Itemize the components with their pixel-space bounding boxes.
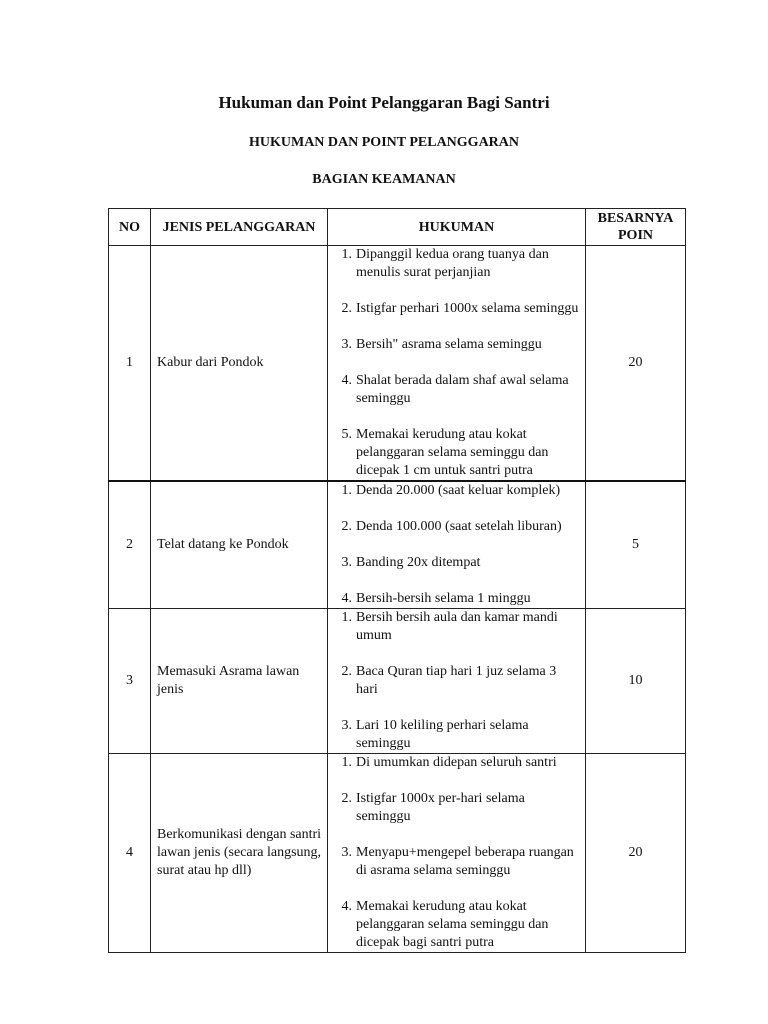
document-title: Hukuman dan Point Pelanggaran Bagi Santri xyxy=(218,93,550,112)
punishment-item xyxy=(328,336,585,354)
punishment-item-text: Istigfar perhari 1000x selama seminggu xyxy=(356,301,579,316)
punishment-item-number: 3. xyxy=(341,337,352,352)
punishment-item-text: Di umumkan didepan seluruh santri xyxy=(356,755,557,770)
punishment-item-text: Shalat berada dalam shaf awal selama seminggu xyxy=(356,373,569,406)
punishment-item xyxy=(328,717,585,753)
violation-points: 5 xyxy=(586,481,686,609)
violation-points: 20 xyxy=(586,246,686,482)
section-subtitle: BAGIAN KEAMANAN xyxy=(312,172,456,187)
punishment-item-text: Baca Quran tiap hari 1 juz selama 3 hari xyxy=(356,664,557,697)
punishment-item-number: 3. xyxy=(341,718,352,733)
punishment-item-text: Bersih" asrama selama seminggu xyxy=(356,337,542,352)
punishment-item-text: Istigfar 1000x per-hari selama seminggu xyxy=(356,791,525,824)
punishment-item-text: Memakai kerudung atau kokat pelanggaran selama seminggu dan dicepak 1 cm untuk santri putra xyxy=(356,427,549,478)
punishment-item xyxy=(328,590,585,608)
punishment-item-text: Banding 20x ditempat xyxy=(356,555,481,570)
punishment-item xyxy=(328,663,585,699)
violation-type: Telat datang ke Pondok xyxy=(151,481,328,609)
punishment-list xyxy=(328,754,586,953)
punishment-item-text: Denda 20.000 (saat keluar komplek) xyxy=(356,483,561,498)
row-number: 1 xyxy=(109,246,151,482)
punishment-item xyxy=(328,300,585,318)
punishment-item-number: 1. xyxy=(341,610,352,625)
violation-type: Berkomunikasi dengan santri lawan jenis (secara langsung, surat atau hp dll) xyxy=(151,754,328,953)
violation-points: 20 xyxy=(586,754,686,953)
row-number: 2 xyxy=(109,481,151,609)
row-number: 3 xyxy=(109,609,151,754)
punishment-list xyxy=(328,481,586,609)
punishment-item-text: Menyapu+mengepel beberapa ruangan di asrama selama seminggu xyxy=(356,845,574,878)
violation-type: Kabur dari Pondok xyxy=(151,246,328,482)
punishment-item-number: 5. xyxy=(341,427,352,442)
punishment-item-number: 2. xyxy=(341,791,352,806)
violation-table xyxy=(108,208,686,953)
table-row xyxy=(109,246,686,482)
punishment-item-text: Denda 100.000 (saat setelah liburan) xyxy=(356,519,562,534)
punishment-item-text: Dipanggil kedua orang tuanya dan menulis surat perjanjian xyxy=(356,247,549,280)
header-no: NO xyxy=(109,209,151,246)
punishment-item-number: 4. xyxy=(341,591,352,606)
header-hukuman: HUKUMAN xyxy=(328,209,586,246)
punishment-item-text: Bersih-bersih selama 1 minggu xyxy=(356,591,531,606)
table-row xyxy=(109,754,686,953)
punishment-item xyxy=(328,372,585,408)
punishment-item xyxy=(328,844,585,880)
row-number: 4 xyxy=(109,754,151,953)
punishment-list xyxy=(328,246,586,482)
header-poin: BESARNYA POIN xyxy=(586,209,686,246)
table-row xyxy=(109,481,686,609)
punishment-item-number: 2. xyxy=(341,664,352,679)
document-subtitle: HUKUMAN DAN POINT PELANGGARAN xyxy=(248,135,520,150)
header-jenis: JENIS PELANGGARAN xyxy=(151,209,328,246)
punishment-list xyxy=(328,609,586,754)
punishment-item xyxy=(328,754,585,772)
punishment-item-number: 4. xyxy=(341,899,352,914)
punishment-item-number: 1. xyxy=(341,247,352,262)
punishment-item-number: 3. xyxy=(341,845,352,860)
table-body xyxy=(109,246,686,953)
violation-type: Memasuki Asrama lawan jenis xyxy=(151,609,328,754)
punishment-item xyxy=(328,554,585,572)
punishment-item-text: Bersih bersih aula dan kamar mandi umum xyxy=(356,610,558,643)
punishment-item xyxy=(328,246,585,282)
punishment-item xyxy=(328,898,585,952)
punishment-item xyxy=(328,609,585,645)
punishment-item-number: 3. xyxy=(341,555,352,570)
violation-points: 10 xyxy=(586,609,686,754)
punishment-item xyxy=(328,482,585,500)
punishment-item-number: 4. xyxy=(341,373,352,388)
punishment-item xyxy=(328,518,585,536)
punishment-item xyxy=(328,790,585,826)
punishment-item-number: 1. xyxy=(341,755,352,770)
table-header-row xyxy=(109,209,686,246)
punishment-item-number: 2. xyxy=(341,301,352,316)
punishment-item-number: 2. xyxy=(341,519,352,534)
table-row xyxy=(109,609,686,754)
punishment-item-number: 1. xyxy=(341,483,352,498)
punishment-item-text: Lari 10 keliling perhari selama seminggu xyxy=(356,718,529,751)
punishment-item xyxy=(328,426,585,480)
punishment-item-text: Memakai kerudung atau kokat pelanggaran selama seminggu dan dicepak bagi santri putra xyxy=(356,899,549,950)
